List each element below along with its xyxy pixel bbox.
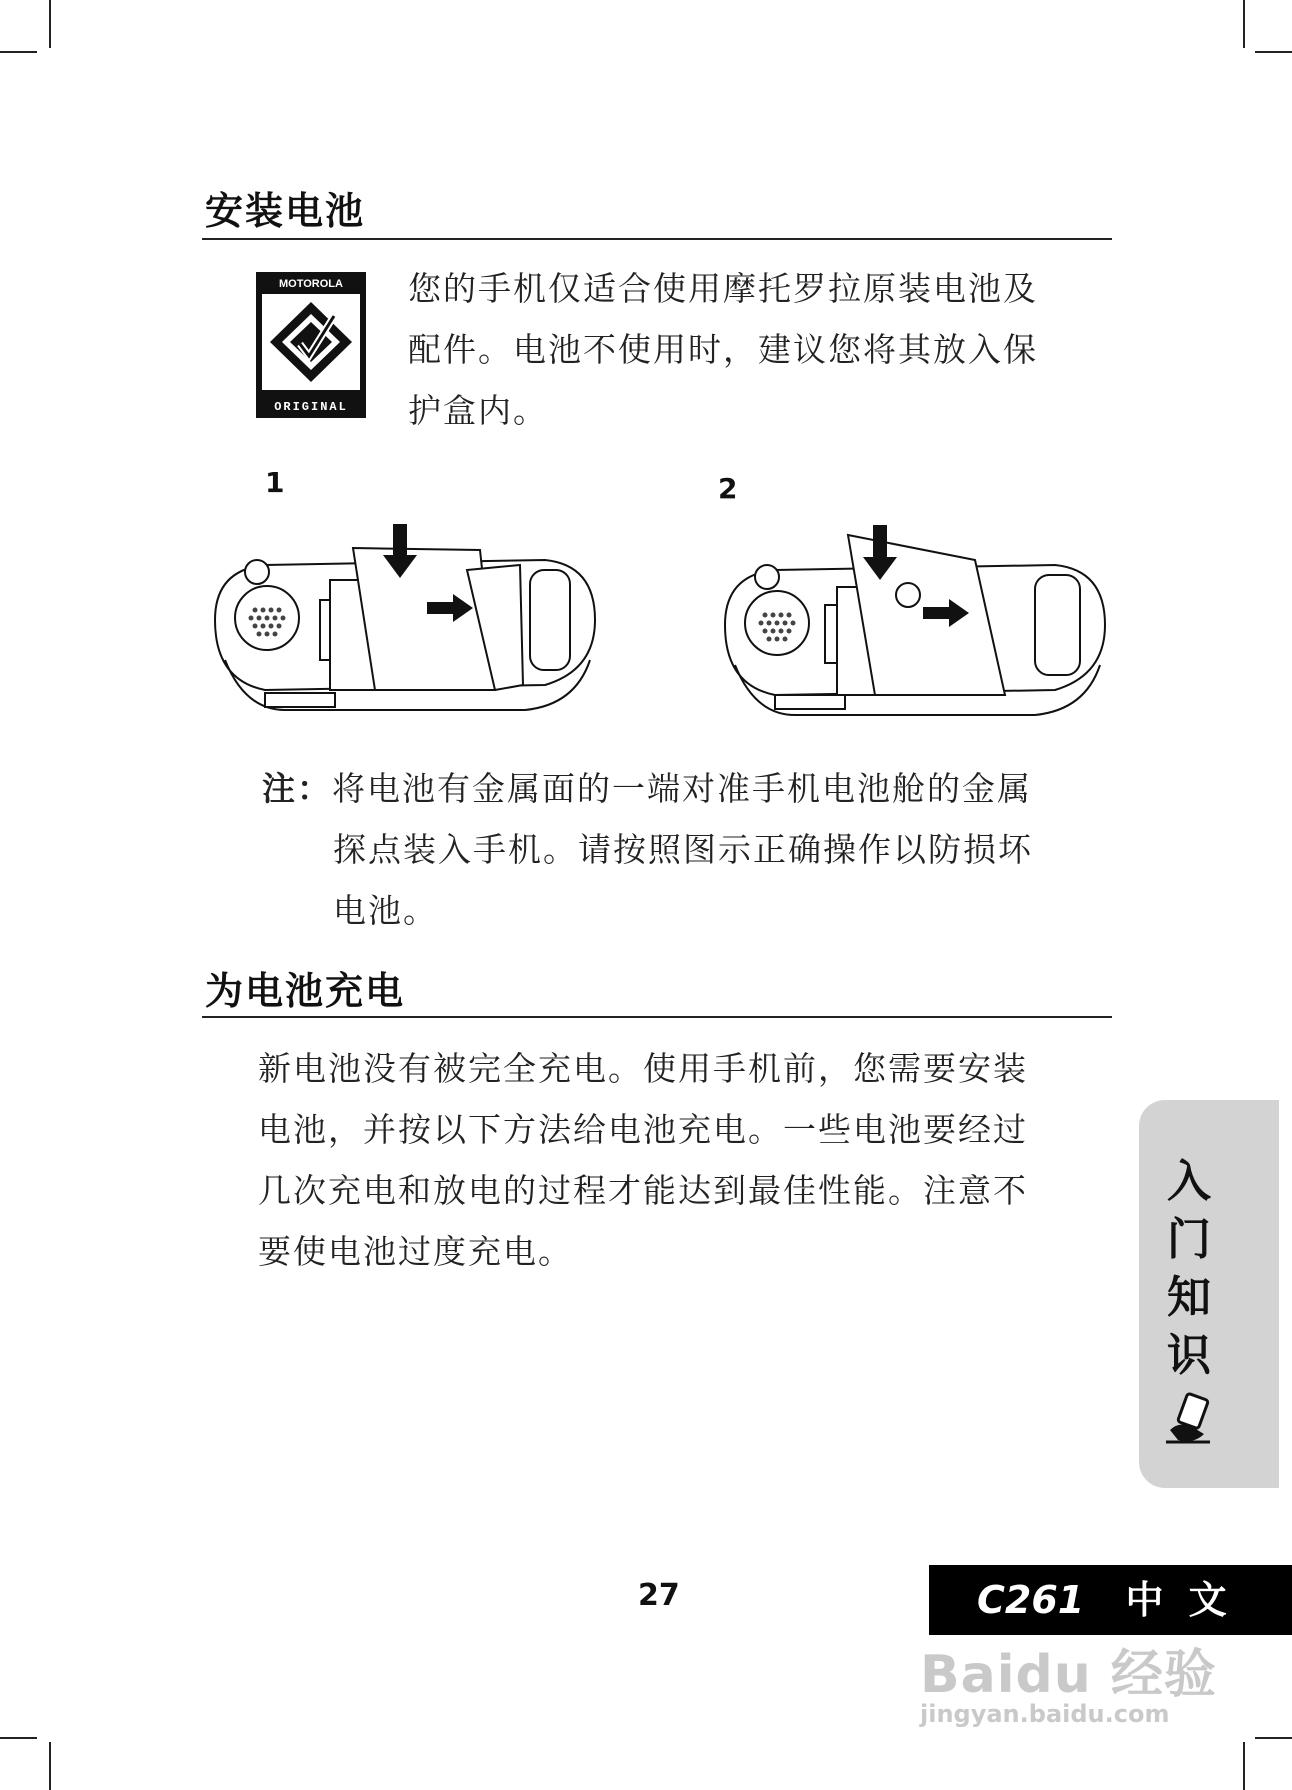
note-line: 将电池有金属面的一端对准手机电池舱的金属 [332,769,1032,808]
side-tab-char: 识 [1167,1330,1211,1381]
crop-mark [0,51,37,53]
language-label: 中 文 [1125,1578,1233,1622]
intro-line: 您的手机仅适合使用摩托罗拉原装电池及 [408,269,1038,308]
install-intro-text [408,258,1108,441]
crop-mark [49,0,51,48]
heading-rule [202,238,1112,240]
section-heading-charge-battery: 为电池充电 [205,969,406,1013]
crop-mark [1243,0,1245,48]
intro-line: 护盒内。 [408,391,548,430]
charge-line: 要使电池过度充电。 [258,1232,573,1271]
watermark-url: jingyan.baidu.com [920,1700,1170,1728]
logo-bottom-text: ORIGINAL [274,400,348,414]
step-number-2: 2 [718,472,738,505]
intro-line: 配件。电池不使用时，建议您将其放入保 [408,330,1038,369]
note-label: 注： [262,769,332,808]
battery-note [262,758,1112,941]
crop-mark [49,1742,51,1790]
crop-mark [1255,51,1292,53]
charge-line: 新电池没有被完全充电。使用手机前，您需要安装 [258,1049,1028,1088]
charge-line: 电池，并按以下方法给电池充电。一些电池要经过 [258,1110,1028,1149]
note-line: 电池。 [333,891,438,930]
model-number: C261 [977,1578,1085,1622]
logo-top-text: MOTOROLA [279,278,343,290]
phone-flip-icon [1160,1390,1220,1450]
heading-rule [202,1016,1112,1018]
crop-mark [1255,1737,1292,1739]
crop-mark [1243,1742,1245,1790]
step-number-1: 1 [265,466,285,499]
section-heading-install-battery: 安装电池 [205,189,366,233]
battery-insert-illustration-2 [715,515,1110,725]
crop-mark [0,1737,37,1739]
model-label-box [929,1565,1292,1635]
baidu-watermark: Baidu 经验 [920,1645,1217,1705]
motorola-original-logo [256,272,366,418]
battery-insert-illustration-1 [205,510,600,725]
charge-line: 几次充电和放电的过程才能达到最佳性能。注意不 [258,1171,1028,1210]
note-line: 探点装入手机。请按照图示正确操作以防损坏 [333,830,1033,869]
side-tab-char: 知 [1167,1272,1211,1323]
side-tab-char: 门 [1167,1214,1211,1265]
page-number: 27 [638,1578,680,1613]
side-tab-char: 入 [1167,1156,1211,1207]
charge-text [258,1038,1118,1282]
